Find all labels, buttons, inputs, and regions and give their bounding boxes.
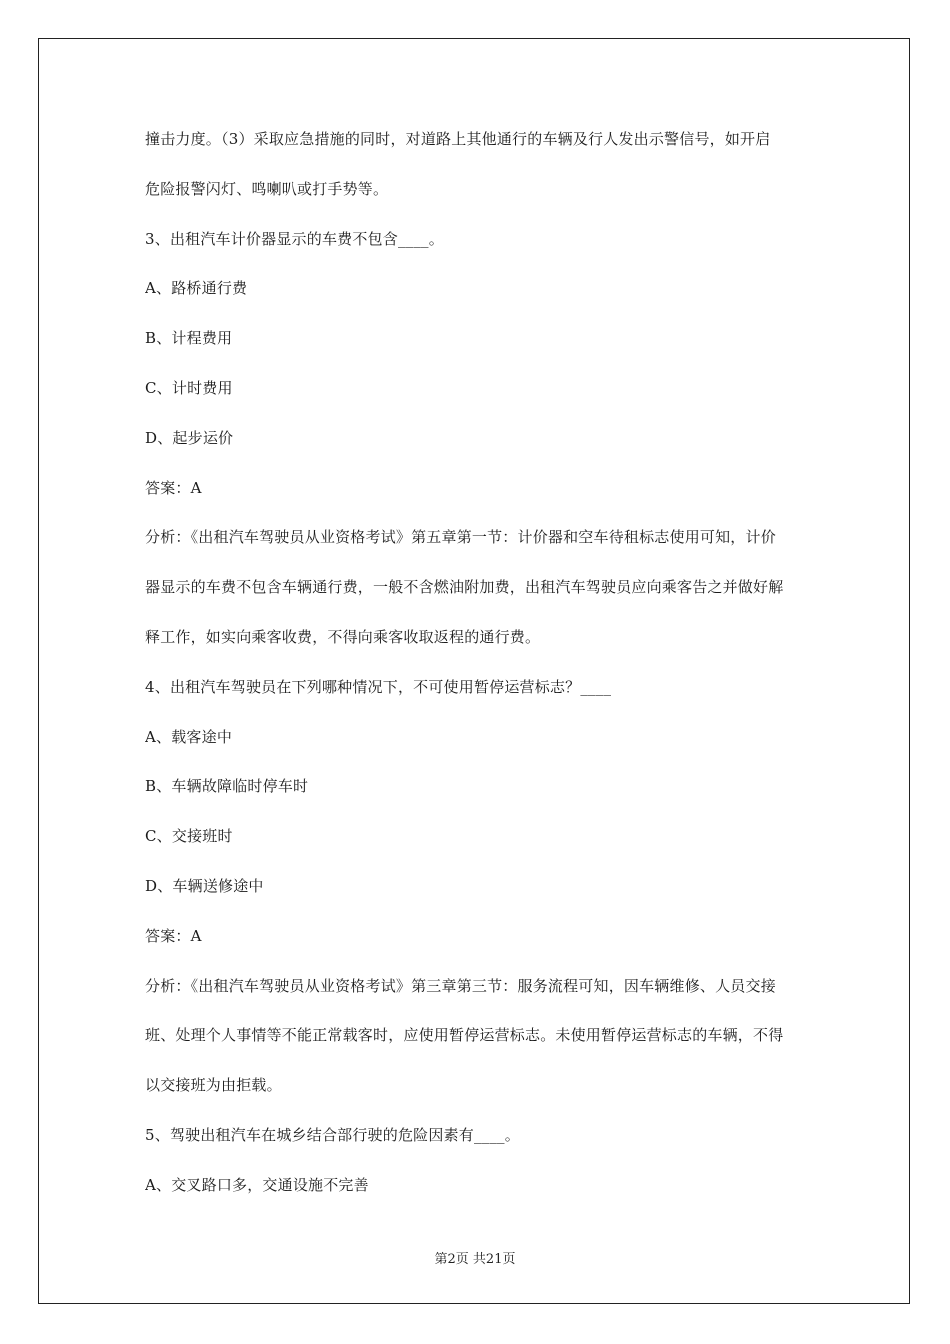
question-3: 3、出租汽车计价器显示的车费不包含____。 (145, 229, 444, 248)
answer: 答案：A (145, 926, 202, 945)
option-a: A、路桥通行费 (145, 279, 248, 298)
analysis-line: 释工作，如实向乘客收费，不得向乘客收取返程的通行费。 (145, 627, 541, 646)
analysis-line: 班、处理个人事情等不能正常载客时，应使用暂停运营标志。未使用暂停运营标志的车辆，不得 (145, 1026, 784, 1045)
analysis-line: 器显示的车费不包含车辆通行费，一般不含燃油附加费，出租汽车驾驶员应向乘客告之并做好解 (145, 578, 784, 597)
option-d: D、起步运价 (145, 428, 234, 447)
option-d: D、车辆送修途中 (145, 876, 264, 895)
answer: 答案：A (145, 478, 202, 497)
question-5: 5、驾驶出租汽车在城乡结合部行驶的危险因素有____。 (145, 1125, 520, 1144)
page-number: 第2页 共21页 (434, 1252, 516, 1267)
question-4: 4、出租汽车驾驶员在下列哪种情况下，不可使用暂停运营标志？____ (145, 677, 612, 696)
option-a: A、交叉路口多，交通设施不完善 (145, 1175, 369, 1194)
option-a: A、载客途中 (145, 727, 233, 746)
text-line: 危险报警闪灯、鸣喇叭或打手势等。 (145, 179, 389, 198)
analysis-line: 分析：《出租汽车驾驶员从业资格考试》第三章第三节：服务流程可知，因车辆维修、人员交接 (145, 976, 776, 995)
document-body (145, 124, 810, 1220)
option-b: B、计程费用 (145, 329, 233, 348)
option-c: C、计时费用 (145, 378, 233, 397)
option-c: C、交接班时 (145, 827, 233, 846)
text-line: 撞击力度。（3）采取应急措施的同时，对道路上其他通行的车辆及行人发出示警信号，如开启 (145, 130, 771, 148)
analysis-line: 分析：《出租汽车驾驶员从业资格考试》第五章第一节：计价器和空车待租标志使用可知，计价 (145, 528, 776, 547)
option-b: B、车辆故障临时停车时 (145, 777, 309, 796)
analysis-line: 以交接班为由拒载。 (145, 1076, 282, 1095)
